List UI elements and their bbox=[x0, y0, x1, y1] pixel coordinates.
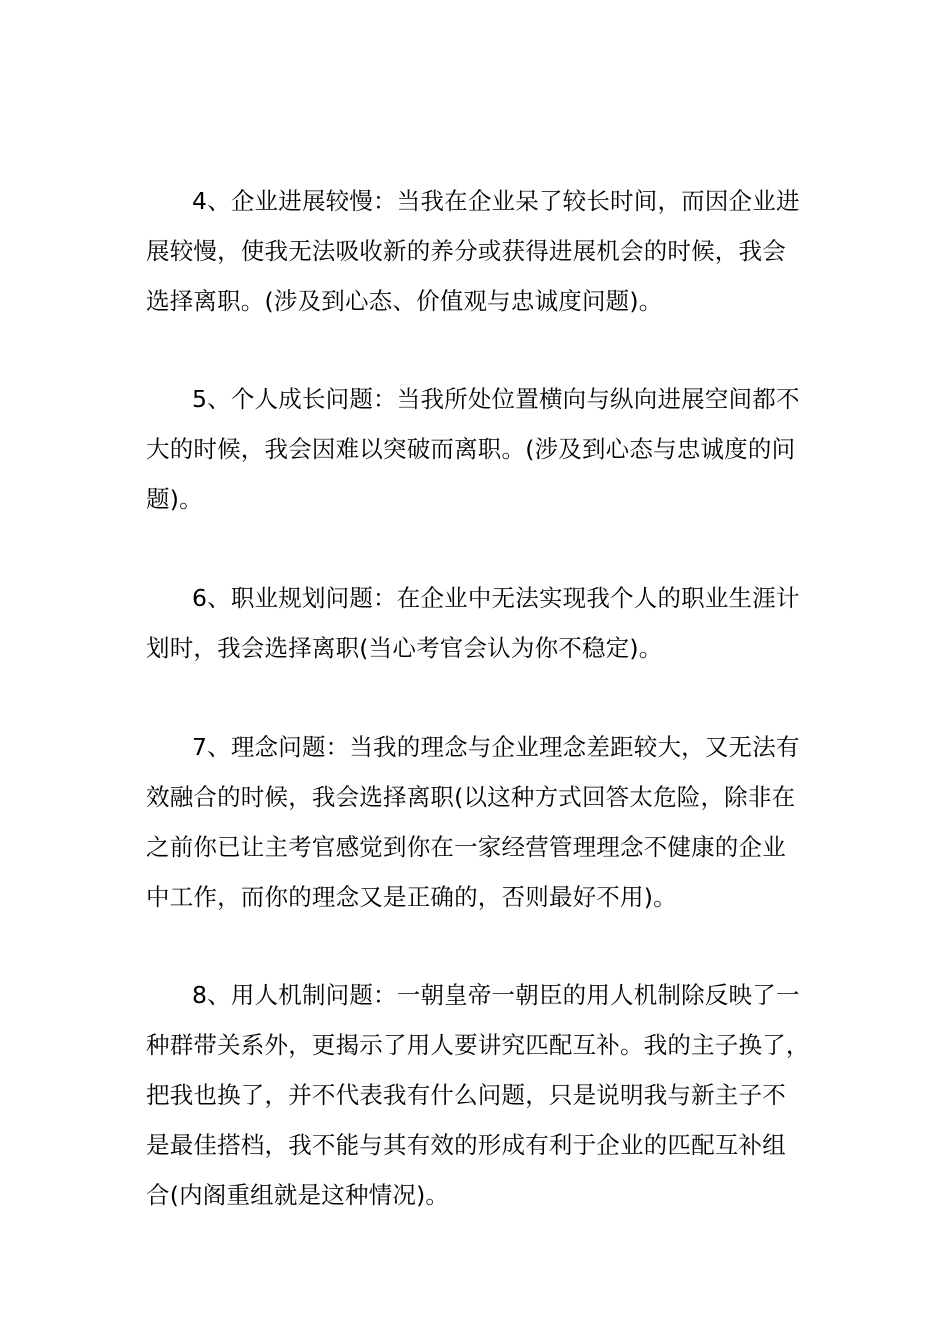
paragraph-line: 选择离职。(涉及到心态、价值观与忠诚度问题)。 bbox=[146, 287, 663, 315]
paragraph-line: 划时，我会选择离职(当心考官会认为你不稳定)。 bbox=[146, 634, 663, 662]
paragraph-8 bbox=[146, 970, 808, 1220]
paragraph-line: 把我也换了，并不代表我有什么问题，只是说明我与新主子不 bbox=[146, 1081, 786, 1109]
paragraph-line: 之前你已让主考官感觉到你在一家经营管理理念不健康的企业 bbox=[146, 833, 786, 861]
paragraph-7 bbox=[146, 722, 808, 922]
paragraph-4 bbox=[146, 176, 808, 326]
paragraph-line: 8、用人机制问题：一朝皇帝一朝臣的用人机制除反映了一 bbox=[192, 981, 800, 1009]
paragraph-5 bbox=[146, 374, 808, 524]
paragraph-line: 中工作，而你的理念又是正确的，否则最好不用)。 bbox=[146, 883, 677, 911]
paragraph-line: 展较慢，使我无法吸收新的养分或获得进展机会的时候，我会 bbox=[146, 237, 786, 265]
paragraph-line: 合(内阁重组就是这种情况)。 bbox=[146, 1181, 450, 1209]
paragraph-line: 效融合的时候，我会选择离职(以这种方式回答太危险，除非在 bbox=[146, 783, 796, 811]
paragraph-line: 4、企业进展较慢：当我在企业呆了较长时间，而因企业进 bbox=[192, 187, 800, 215]
paragraph-line: 是最佳搭档，我不能与其有效的形成有利于企业的匹配互补组 bbox=[146, 1131, 786, 1159]
paragraph-line: 7、理念问题：当我的理念与企业理念差距较大，又无法有 bbox=[192, 733, 800, 761]
paragraph-line: 题)。 bbox=[146, 485, 203, 513]
paragraph-line: 6、职业规划问题：在企业中无法实现我个人的职业生涯计 bbox=[192, 584, 800, 612]
paragraph-line: 大的时候，我会因难以突破而离职。(涉及到心态与忠诚度的问 bbox=[146, 435, 796, 463]
paragraph-line: 种群带关系外，更揭示了用人要讲究匹配互补。我的主子换了， bbox=[146, 1031, 810, 1059]
paragraph-6 bbox=[146, 573, 808, 673]
paragraph-line: 5、个人成长问题：当我所处位置横向与纵向进展空间都不 bbox=[192, 385, 800, 413]
